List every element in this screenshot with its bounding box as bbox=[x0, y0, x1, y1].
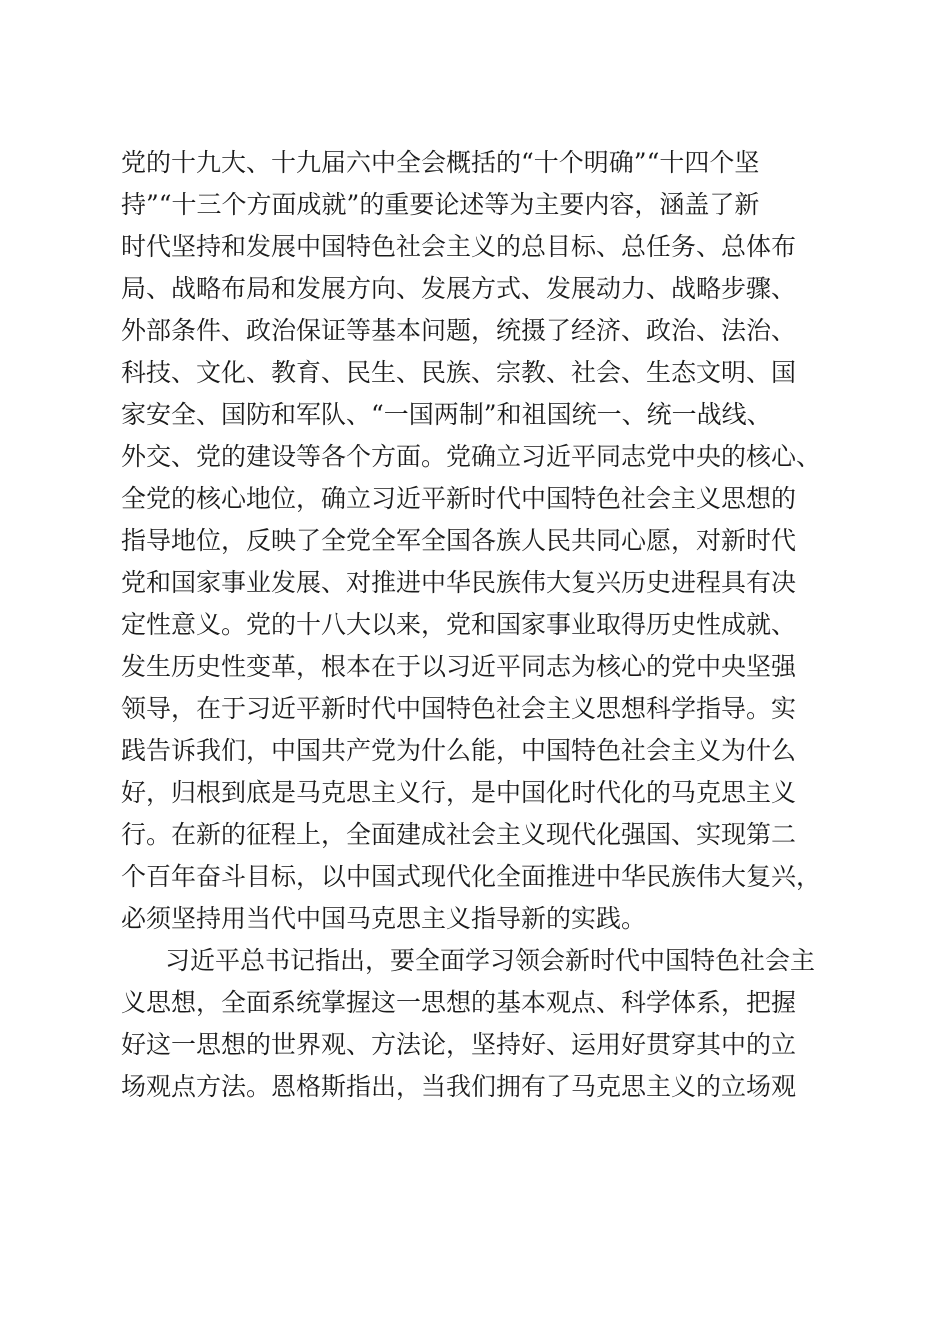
text-line: 时代坚持和发展中国特色社会主义的总目标、总任务、总体布 bbox=[121, 232, 797, 261]
text-line: 全党的核心地位，确立习近平新时代中国特色社会主义思想的 bbox=[121, 484, 797, 513]
paragraph-2 bbox=[121, 940, 841, 1108]
text-line: 行。在新的征程上，全面建成社会主义现代化强国、实现第二 bbox=[121, 820, 797, 849]
text-line: 场观点方法。恩格斯指出，当我们拥有了马克思主义的立场观 bbox=[121, 1072, 797, 1101]
text-line: 定性意义。党的十八大以来，党和国家事业取得历史性成就、 bbox=[121, 610, 797, 639]
text-line: 必须坚持用当代中国马克思主义指导新的实践。 bbox=[121, 904, 647, 933]
text-line: 局、战略布局和发展方向、发展方式、发展动力、战略步骤、 bbox=[121, 274, 797, 303]
text-line: 科技、文化、教育、民生、民族、宗教、社会、生态文明、国 bbox=[121, 358, 797, 387]
text-line: 践告诉我们，中国共产党为什么能，中国特色社会主义为什么 bbox=[121, 736, 797, 765]
text-line: 持”“十三个方面成就”的重要论述等为主要内容，涵盖了新 bbox=[121, 190, 760, 219]
paragraph-1 bbox=[121, 142, 841, 940]
text-line: 外部条件、政治保证等基本问题，统摄了经济、政治、法治、 bbox=[121, 316, 797, 345]
text-line: 好，归根到底是马克思主义行，是中国化时代化的马克思主义 bbox=[121, 778, 797, 807]
document-body bbox=[121, 142, 841, 1108]
text-line: 党和国家事业发展、对推进中华民族伟大复兴历史进程具有决 bbox=[121, 568, 797, 597]
text-line: 党的十九大、十九届六中全会概括的“十个明确”“十四个坚 bbox=[121, 148, 760, 177]
text-line: 发生历史性变革，根本在于以习近平同志为核心的党中央坚强 bbox=[121, 652, 797, 681]
text-line: 外交、党的建设等各个方面。党确立习近平同志党中央的核心、 bbox=[121, 442, 822, 471]
text-line: 好这一思想的世界观、方法论，坚持好、运用好贯穿其中的立 bbox=[121, 1030, 797, 1059]
text-line: 个百年奋斗目标，以中国式现代化全面推进中华民族伟大复兴， bbox=[121, 862, 822, 891]
text-line: 领导，在于习近平新时代中国特色社会主义思想科学指导。实 bbox=[121, 694, 797, 723]
text-line: 习近平总书记指出，要全面学习领会新时代中国特色社会主 bbox=[165, 946, 816, 975]
text-line: 义思想，全面系统掌握这一思想的基本观点、科学体系，把握 bbox=[121, 988, 797, 1017]
text-line: 家安全、国防和军队、“一国两制”和祖国统一、统一战线、 bbox=[121, 400, 772, 429]
text-line: 指导地位，反映了全党全军全国各族人民共同心愿，对新时代 bbox=[121, 526, 797, 555]
